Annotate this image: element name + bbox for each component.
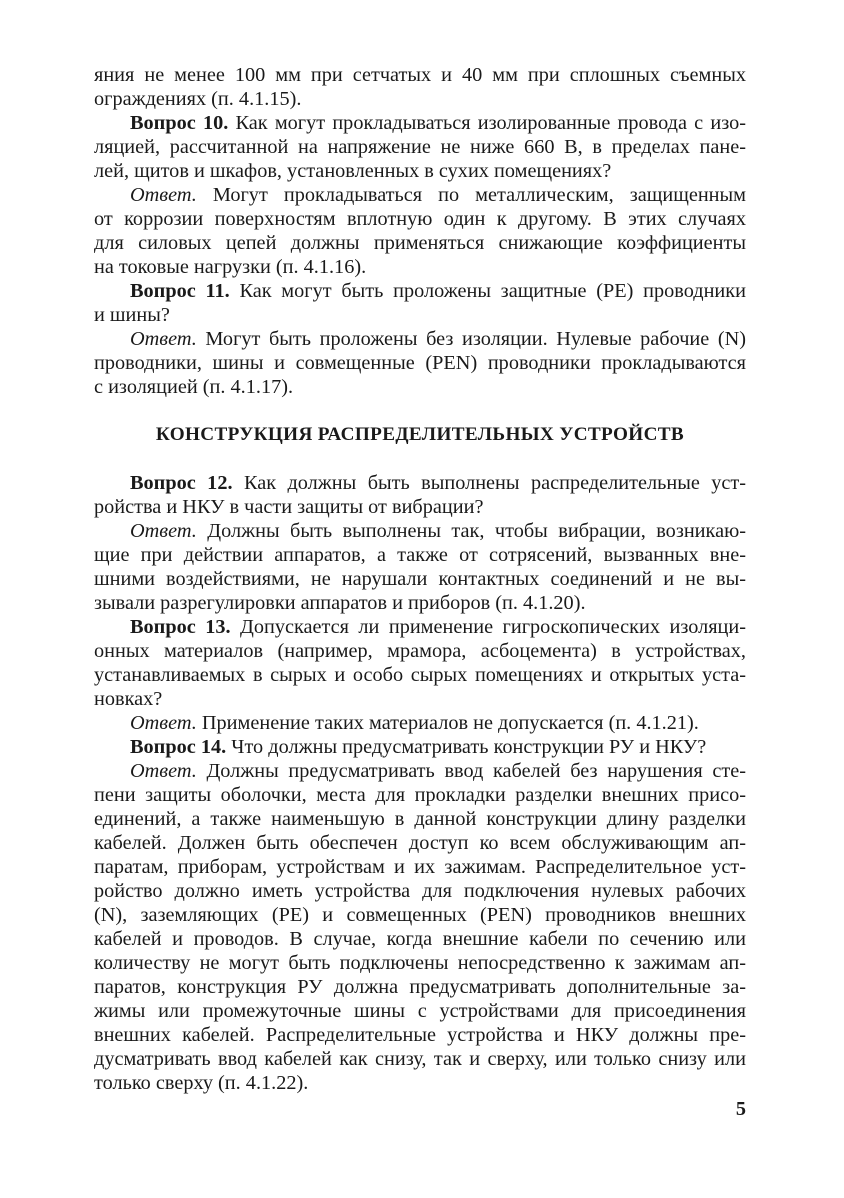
text-line: паратам, приборам, устройствам и их зажимам. Распределительное уст-: [94, 856, 746, 878]
text-line: лей, щитов и шкафов, установленных в сухих помещениях?: [94, 160, 612, 182]
question-14: Вопрос 14. Что должны предусматривать конструкции РУ и НКУ?: [130, 736, 707, 758]
answer-11: Ответ. Могут быть проложены без изоляции. Нулевые рабочие (N): [130, 328, 746, 350]
text-line: ограждениях (п. 4.1.15).: [94, 88, 302, 110]
question-10: Вопрос 10. Как могут прокладываться изолированные провода с изо-: [130, 112, 746, 134]
text-line: паратов, конструкция РУ должна предусматривать дополнительные за-: [94, 976, 746, 998]
answer-12: Ответ. Должны быть выполнены так, чтобы вибрации, возникаю-: [130, 520, 746, 542]
text-line: жимы или промежуточные шины с устройствами для присоединения: [94, 1000, 746, 1022]
text-line: только сверху (п. 4.1.22).: [94, 1072, 309, 1094]
text-line: проводники, шины и совмещенные (PEN) проводники прокладываются: [94, 352, 746, 374]
text-line: зывали разрегулировки аппаратов и приборов (п. 4.1.20).: [94, 592, 586, 614]
answer-13: Ответ. Применение таких материалов не допускается (п. 4.1.21).: [130, 712, 699, 734]
text-line: на токовые нагрузки (п. 4.1.16).: [94, 256, 367, 278]
text-line: с изоляцией (п. 4.1.17).: [94, 376, 294, 398]
answer-10: Ответ. Могут прокладываться по металлическим, защищенным: [130, 184, 746, 206]
text-line: ройство должно иметь устройства для подключения нулевых рабочих: [94, 880, 746, 902]
text-line: внешних кабелей. Распределительные устройства и НКУ должны пре-: [94, 1024, 746, 1046]
text-line: (N), заземляющих (PE) и совмещенных (PEN) проводников внешних: [94, 904, 746, 926]
text-line: от коррозии поверхностям вплотную один к другому. В этих случаях: [94, 208, 746, 230]
text-line: новках?: [94, 688, 163, 710]
text-line: количеству не могут быть подключены непосредственно к зажимам ап-: [94, 952, 746, 974]
text-line: шними воздействиями, не нарушали контактных соединений и не вы-: [94, 568, 746, 590]
page-number: 5: [735, 1098, 746, 1120]
text-line: кабелей и проводов. В случае, когда внешние кабели по сечению или: [94, 928, 746, 950]
question-11: Вопрос 11. Как могут быть проложены защитные (PE) проводники: [130, 280, 746, 302]
text-line: и шины?: [94, 304, 170, 326]
text-line: яния не менее 100 мм при сетчатых и 40 мм при сплошных съемных: [94, 64, 746, 86]
text-line: единений, а также наименьшую в данной конструкции длину разделки: [94, 808, 746, 830]
question-13: Вопрос 13. Допускается ли применение гигроскопических изоляци-: [130, 616, 746, 638]
text-line: устанавливаемых в сырых и особо сырых помещениях и открытых уста-: [94, 664, 746, 686]
answer-14: Ответ. Должны предусматривать ввод кабелей без нарушения сте-: [130, 760, 746, 782]
text-line: кабелей. Должен быть обеспечен доступ ко всем обслуживающим ап-: [94, 832, 746, 854]
question-12: Вопрос 12. Как должны быть выполнены распределительные уст-: [130, 472, 746, 494]
text-line: онных материалов (например, мрамора, асбоцемента) в устройствах,: [94, 640, 746, 662]
text-line: щие при действии аппаратов, а также от сотрясений, вызванных вне-: [94, 544, 746, 566]
text-line: ройства и НКУ в части защиты от вибрации?: [94, 496, 484, 518]
text-line: ляцией, рассчитанной на напряжение не ниже 660 В, в пределах пане-: [94, 136, 746, 158]
text-line: дусматривать ввод кабелей как снизу, так и сверху, или только снизу или: [94, 1048, 746, 1070]
section-heading: КОНСТРУКЦИЯ РАСПРЕДЕЛИТЕЛЬНЫХ УСТРОЙСТВ: [155, 424, 685, 445]
text-line: для силовых цепей должны применяться снижающие коэффициенты: [94, 232, 746, 254]
text-line: пени защиты оболочки, места для прокладки разделки внешних присо-: [94, 784, 746, 806]
